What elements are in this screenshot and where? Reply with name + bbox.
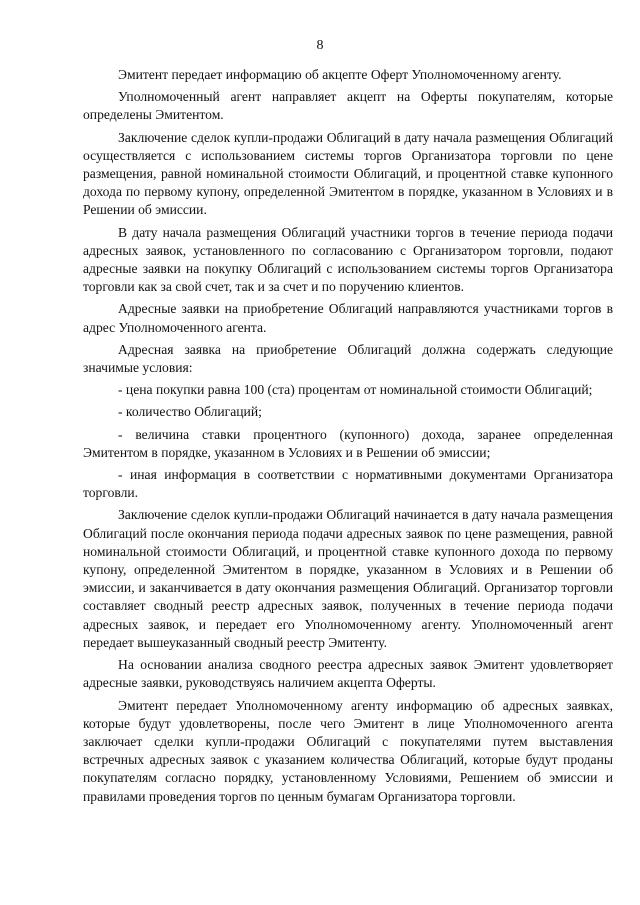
paragraph-deal-period: Заключение сделок купли-продажи Облигаций начинается в дату начала размещения Облигаций после окончания периода подачи адресных заявок по цене размещения, равной номинальной стоимости Облигаций, и процентной ставке купонного дохода по первому купону, определенной Эмитентом в порядке, указанном в Условиях и в Решении об эмиссии, и заканчивается в дату окончания размещения Облигаций. Организатор торговли составляет сводный реестр адресных заявок, полученных в течение периода подачи адресных заявок, и передает его Уполномоченному агенту. Уполномоченный агент передает вышеуказанный сводный реестр Эмитенту. — [83, 507, 613, 650]
paragraph-offer-acceptance-info: Эмитент передает информацию об акцепте Оферт Уполномоченному агенту. — [118, 67, 562, 82]
list-item-coupon-rate: - величина ставки процентного (купонного) дохода, заранее определенная Эмитентом в порядке, указанном в Условиях и в Решении об эмиссии; — [83, 426, 613, 460]
paragraph-deal-conclusion: Заключение сделок купли-продажи Облигаций в дату начала размещения Облигаций осуществляется с использованием системы торгов Организатора торговли по цене размещения, равной номинальной стоимости Облигаций, и процентной ставке купонного дохода по первому купону, определенной Эмитентом в порядке, указанном в Условиях и в Решении об эмиссии. — [83, 129, 613, 218]
list-item-price: - цена покупки равна 100 (ста) процентам от номинальной стоимости Облигаций; — [118, 382, 593, 398]
paragraph-satisfied-orders: Эмитент передает Уполномоченному агенту информацию об адресных заявках, которые будут удовлетворены, после чего Эмитент в лице Уполномоченного агента заключает сделки купли-продажи Облигаций с покупателями путем выставления встречных адресных заявок с указанием количества Облигаций, которые будут проданы покупателям согласно порядку, установленному Условиями, Решением об эмиссии и правилами проведения торгов по ценным бумагам Организатора торговли. — [83, 697, 613, 804]
list-item-quantity: - количество Облигаций; — [118, 404, 262, 420]
list-item-other-info: - иная информация в соответствии с нормативными документами Организатора торговли. — [83, 467, 613, 501]
document-body — [83, 66, 613, 810]
paragraph-register-analysis: На основании анализа сводного реестра адресных заявок Эмитент удовлетворяет адресные заявки, руководствуясь наличием акцепта Оферты. — [83, 657, 613, 691]
paragraph-order-conditions-intro: Адресная заявка на приобретение Облигаций должна содержать следующие значимые условия: — [83, 341, 613, 376]
paragraph-bidding-participants: В дату начала размещения Облигаций участники торгов в течение периода подачи адресных заявок, установленного по согласованию с Организатором торговли, подают адресные заявки на покупку Облигаций с использованием системы торгов Организатора торговли как за свой счет, так и за счет и по поручению клиентов. — [83, 224, 613, 295]
paragraph-orders-to-agent: Адресные заявки на приобретение Облигаций направляются участниками торгов в адрес Уполномоченного агента. — [83, 301, 613, 335]
page-number: 8 — [316, 38, 324, 53]
paragraph-agent-sends-acceptance: Уполномоченный агент направляет акцепт на Оферты покупателям, которые определены Эмитентом. — [83, 89, 613, 123]
